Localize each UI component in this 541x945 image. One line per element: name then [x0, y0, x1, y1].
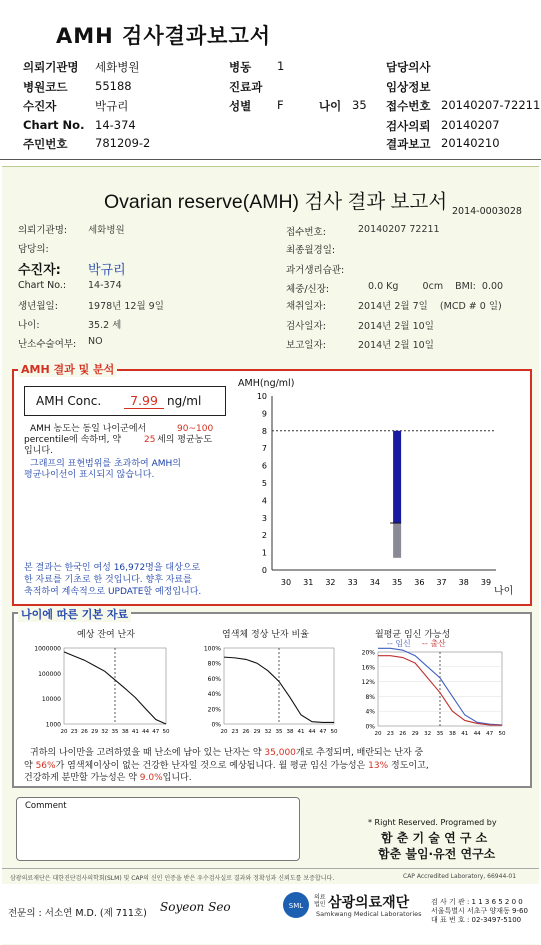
eggs-chart-x-tick: 50: [162, 729, 170, 735]
amh-x-tick-label: 36: [414, 578, 425, 587]
chromo-chart-x-tick: 38: [286, 729, 294, 735]
amh-y-tick-label: 9: [261, 409, 267, 419]
field-body-label: 체중/신장:: [286, 284, 330, 295]
preg-chart-x-tick: 32: [424, 731, 432, 737]
receipt-no-label: 접수번호: [386, 99, 431, 113]
sml-logo-text: SML: [288, 902, 304, 910]
preg-chart-y-tick: 4%: [365, 708, 375, 716]
amh-note-line1: 그래프의 표현범위를 초과하여 AMH의: [30, 459, 181, 469]
field-chart-value: 14-374: [88, 280, 122, 291]
preg-chart-y-tick: 0%: [365, 723, 375, 731]
doctor-signature-line: 전문의 : 서소연 M.D. (제 711호): [8, 908, 147, 919]
amh-y-tick-label: 7: [261, 444, 267, 454]
eggs-chart-y-tick: 10000: [41, 696, 61, 704]
amh-x-tick-label: 35: [392, 578, 403, 587]
request-date-label: 검사의뢰: [386, 119, 431, 133]
field-surgery-label: 난소수술여부:: [18, 339, 77, 350]
summary-l1c: 개로 추정되며, 배란되는 난자 중: [295, 748, 424, 758]
clinical-info-label: 임상정보: [386, 80, 431, 94]
field-birth-label: 생년월일:: [18, 301, 58, 312]
preg-chart-x-tick: 44: [473, 731, 481, 737]
field-receipt-label: 접수번호:: [286, 227, 326, 238]
report-number: 2014-0003028: [452, 206, 522, 217]
signature: Soyeon Seo: [160, 900, 231, 914]
addr-line3: 대 표 번 호 : 02-3497-5100: [431, 916, 522, 924]
amh-x-tick-label: 34: [369, 578, 380, 587]
org-prefix: 의료 법인: [314, 894, 326, 908]
accreditation-note: 삼광의료재단은 대한진단검사의학회(SLM) 및 CAP의 신인 인증을 받은 우수검사실로 결과와 정확성과 신뢰도를 보증합니다.: [10, 875, 335, 882]
field-hospital-label: 의뢰기관명:: [18, 225, 68, 236]
summary-l1a: 귀하의 나이만을 고려하였을 때 난소에 남아 있는 난자는 약: [30, 748, 262, 758]
footer-divider: [2, 868, 539, 869]
amh-x-tick-label: 33: [347, 578, 358, 587]
field-report-label: 보고일자:: [286, 340, 326, 351]
amh-y-tick-label: 5: [261, 479, 267, 488]
amh-y-tick-label: 10: [256, 392, 267, 401]
field-doctor-label: 담당의:: [18, 244, 49, 255]
summary-preg-rate: 13%: [368, 761, 389, 771]
field-test-value: 2014년 2월 10일: [358, 321, 434, 332]
amh-desc-line2c: 세의 평균농도: [157, 435, 213, 445]
age-section-title: 나이에 따른 기본 자료: [18, 606, 131, 622]
rights-text: * Right Reserved. Programed by: [368, 818, 497, 827]
amh-y-tick-label: 1: [261, 548, 267, 558]
chromo-chart-x-tick: 26: [242, 729, 250, 735]
field-sample-value: 2014년 2월 7일 (MCD # 0 일): [358, 301, 502, 312]
sex-label: 성별: [229, 99, 252, 113]
hospital-code-value: 55188: [95, 79, 132, 93]
summary-l2e: 정도이고,: [391, 761, 429, 771]
preg-chart-x-tick: 20: [374, 731, 382, 737]
field-receipt-value: 20140207 72211: [358, 224, 440, 235]
eggs-chart-y-tick: 1000000: [34, 645, 61, 653]
hospital-label: 의뢰기관명: [23, 60, 79, 74]
pregnancy-chart: [350, 646, 510, 738]
addr-line2: 서울특별시 서초구 양재동 9-60: [431, 907, 528, 915]
chromo-chart-x-tick: 47: [319, 729, 327, 735]
amh-section-title: AMH 결과 및 분석: [18, 361, 117, 377]
department-label: 진료과: [229, 80, 263, 94]
chromo-chart-x-tick: 32: [264, 729, 272, 735]
eggs-chart-x-tick: 26: [80, 729, 88, 735]
chromo-chart-y-tick: 40%: [207, 691, 221, 699]
chromo-chart-y-tick: 0%: [211, 721, 221, 729]
amh-y-tick-label: 3: [261, 513, 267, 523]
amh-x-tick-label: 32: [325, 578, 336, 587]
amh-x-tick-label: 39: [480, 578, 492, 587]
lab-name-1: 함 춘 기 술 연 구 소: [381, 831, 488, 845]
comment-label: Comment: [25, 801, 67, 811]
doctor-label: 담당의사: [386, 60, 431, 74]
hospital-value: 세화병원: [95, 60, 140, 74]
summary-line1: [30, 748, 423, 759]
chromo-chart-x-tick: 35: [275, 729, 283, 735]
field-lmp-label: 최종월경일:: [286, 245, 336, 256]
amh-basis-line3: 축적하여 계속적으로 UPDATE할 예정입니다.: [24, 587, 202, 597]
eggs-chart-x-tick: 47: [152, 729, 160, 735]
preg-chart-y-tick: 12%: [361, 679, 375, 687]
amh-desc-line2a: percentile에 속하며, 약: [24, 435, 122, 445]
resident-no-label: 주민번호: [23, 137, 68, 151]
patient-label: 수진자: [23, 99, 57, 113]
amh-conc-value: 7.99: [124, 393, 164, 409]
summary-l3a: 건강하게 분만할 가능성은 약: [24, 773, 137, 783]
org-name: 삼광의료재단: [328, 895, 410, 911]
pregnancy-chart-title: 월평균 임신 가능성: [375, 630, 451, 640]
eggs-chart-title: 예상 잔여 난자: [77, 630, 135, 640]
resident-no-value: 781209-2: [95, 136, 151, 150]
preg-chart-x-tick: 47: [486, 731, 494, 737]
cap-note: CAP Accredited Laboratory, 66944-01: [403, 873, 517, 880]
preg-chart-y-tick: 20%: [361, 649, 375, 657]
field-patient-label: 수진자:: [18, 263, 61, 278]
chromo-chart-x-tick: 50: [330, 729, 338, 735]
summary-l3c: 입니다.: [162, 773, 192, 783]
field-test-label: 검사일자:: [286, 321, 326, 332]
amh-desc-line3: 입니다.: [24, 446, 53, 456]
amh-note-line2: 평균나이선이 표시되지 않습니다.: [24, 470, 155, 480]
amh-bar-upper: [393, 431, 401, 523]
eggs-chart-x-tick: 44: [142, 729, 150, 735]
chromo-chart-y-tick: 20%: [207, 706, 221, 714]
preg-chart-x-tick: 35: [436, 731, 444, 737]
hospital-code-label: 병원코드: [23, 80, 68, 94]
amh-y-tick-label: 0: [261, 566, 267, 575]
eggs-chart-x-tick: 20: [60, 729, 68, 735]
chart-no-label: Chart No.: [23, 118, 85, 132]
chromosome-chart: [188, 638, 340, 738]
eggs-chart-x-tick: 41: [131, 729, 139, 735]
eggs-chart-x-tick: 38: [121, 729, 129, 735]
preg-chart-x-tick: 23: [386, 731, 394, 737]
field-age-value: 35.2 세: [88, 320, 122, 331]
amh-y-tick-label: 4: [261, 496, 267, 506]
age-value: 35: [352, 98, 367, 112]
eggs-chart-x-tick: 29: [91, 729, 99, 735]
header-divider: [0, 159, 541, 160]
amh-y-tick-label: 8: [261, 426, 267, 436]
preg-chart-x-tick: 38: [448, 731, 456, 737]
amh-basis-line2: 한 자료를 기초로 한 것입니다. 향후 자료를: [24, 575, 192, 585]
field-body-value: 0.0 Kg 0cm BMI: 0.00: [368, 281, 504, 292]
amh-conc-label: AMH Conc.: [36, 394, 102, 408]
field-menses-label: 과거생리습관:: [286, 265, 345, 276]
lab-name-2: 함춘 불임·유전 연구소: [378, 847, 496, 861]
amh-x-tick-label: 31: [303, 578, 314, 587]
field-sample-label: 채취일자:: [286, 301, 326, 312]
preg-chart-x-tick: 26: [399, 731, 407, 737]
field-age-label: 나이:: [18, 320, 40, 331]
summary-line3: [24, 773, 192, 784]
amh-bar-lower: [393, 523, 401, 558]
chromo-chart-x-tick: 41: [297, 729, 305, 735]
field-patient-value: 박규리: [88, 263, 126, 278]
addr-line1: 검 사 기 관 : 1 1 3 6 5 2 0 0: [431, 898, 523, 906]
chromo-chart-x-tick: 23: [231, 729, 239, 735]
chromo-chart-x-tick: 20: [220, 729, 228, 735]
amh-x-tick-label: 37: [436, 578, 447, 587]
receipt-no-value: 20140207-72211: [441, 98, 541, 112]
summary-normal-rate: 56%: [35, 761, 56, 771]
report-date-value: 20140210: [441, 136, 500, 150]
age-label: 나이: [319, 99, 342, 113]
sex-value: F: [277, 98, 284, 112]
ward-label: 병동: [229, 60, 252, 74]
preg-chart-y-tick: 8%: [365, 693, 375, 701]
patient-value: 박규리: [95, 99, 129, 113]
eggs-chart-x-tick: 35: [111, 729, 119, 735]
summary-line2: [24, 761, 429, 772]
eggs-chart-y-tick: 1000: [45, 721, 61, 729]
field-hospital-value: 세화병원: [88, 225, 125, 236]
amh-x-tick-label: 30: [280, 578, 292, 587]
report-title: Ovarian reserve(AMH) 검사 결과 보고서: [104, 191, 448, 213]
amh-chart-xlabel: 나이: [494, 586, 514, 597]
amh-x-tick-label: 38: [458, 578, 469, 587]
amh-desc-line1a: AMH 농도는 동일 나이군에서: [30, 424, 147, 434]
eggs-chart-y-tick: 100000: [38, 670, 61, 678]
preg-chart-x-tick: 50: [498, 731, 506, 737]
amh-y-tick-label: 2: [261, 531, 267, 541]
chromo-chart-y-tick: 100%: [203, 645, 221, 653]
preg-chart-x-tick: 29: [411, 731, 419, 737]
legend-pregnancy: -- 임신: [387, 639, 411, 648]
eggs-chart: [20, 638, 172, 738]
chromo-chart-x-tick: 44: [308, 729, 316, 735]
summary-egg-count: 35,000: [264, 748, 296, 758]
eggs-chart-x-tick: 23: [70, 729, 78, 735]
amh-basis-line1: 본 결과는 한국인 여성 16,972명을 대상으로: [24, 563, 201, 573]
summary-l2a: 약: [24, 761, 33, 771]
eggs-chart-x-tick: 32: [101, 729, 109, 735]
legend-birth: -- 출산: [422, 639, 446, 648]
amh-chart-title: AMH(ng/ml): [238, 378, 295, 389]
chromosome-chart-title: 염색체 정상 난자 비율: [222, 630, 309, 640]
org-name-en: Samkwang Medical Laboratories: [316, 910, 422, 918]
field-chart-label: Chart No.:: [18, 280, 67, 291]
field-surgery-value: NO: [88, 336, 103, 347]
preg-chart-y-tick: 16%: [361, 664, 375, 672]
chromo-chart-y-tick: 60%: [207, 675, 221, 683]
chart-no-value: 14-374: [95, 118, 136, 132]
amh-age-equivalent: 25: [144, 435, 156, 445]
preg-chart-x-tick: 41: [461, 731, 469, 737]
ward-value: 1: [277, 59, 285, 73]
field-birth-value: 1978년 12월 9일: [88, 301, 164, 312]
sml-logo-icon: [282, 891, 310, 919]
amh-conc-unit: ng/ml: [167, 394, 202, 408]
amh-percentile-value: 90~100: [177, 424, 214, 434]
field-report-value: 2014년 2월 10일: [358, 340, 434, 351]
chromo-chart-y-tick: 80%: [207, 660, 221, 668]
amh-chart: [228, 388, 518, 593]
summary-l2c: 가 염색체이상이 없는 건강한 난자일 것으로 예상됩니다. 월 평균 임신 가능성은: [55, 761, 366, 771]
request-date-value: 20140207: [441, 118, 500, 132]
summary-birth-rate: 9.0%: [139, 773, 163, 783]
chromo-chart-x-tick: 29: [253, 729, 261, 735]
report-date-label: 결과보고: [386, 137, 431, 151]
report-header-title: AMH 검사결과보고서: [56, 24, 272, 48]
amh-y-tick-label: 6: [261, 461, 267, 471]
